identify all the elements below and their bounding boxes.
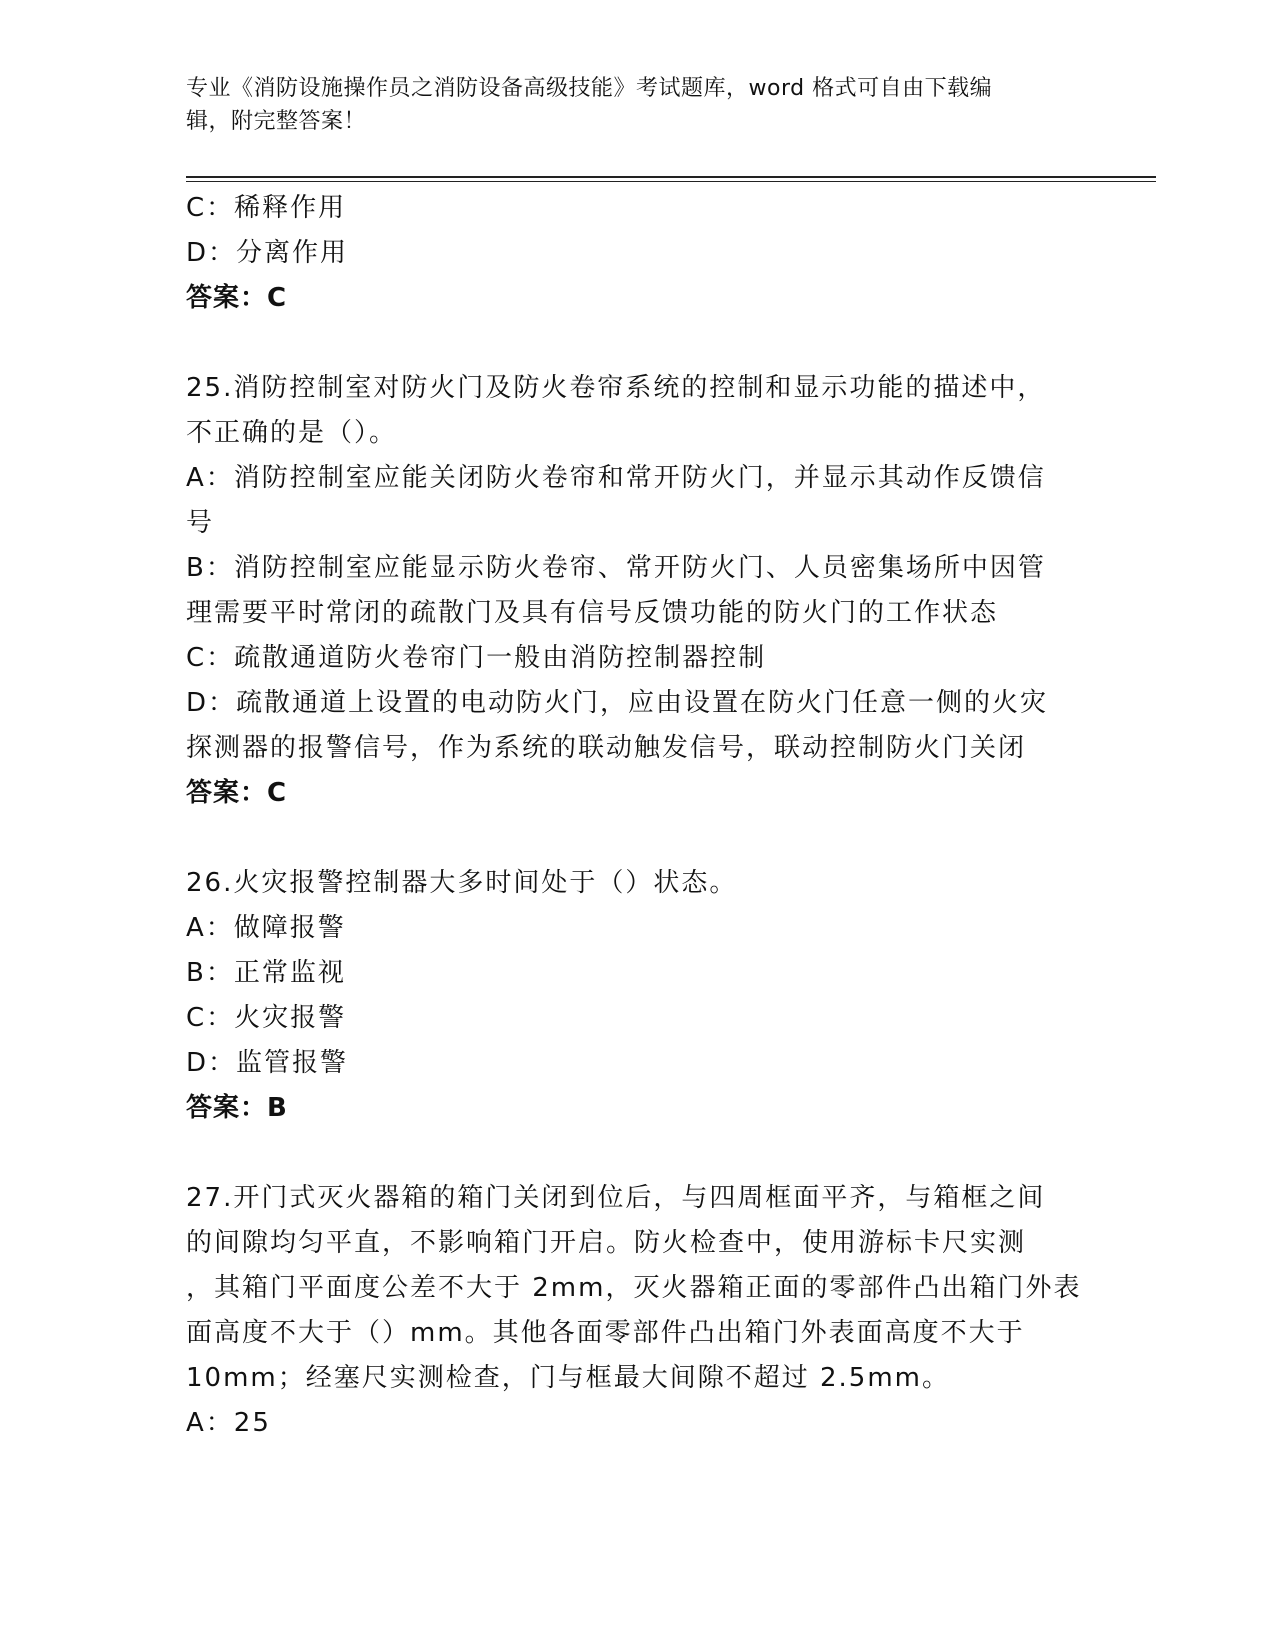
spacer — [186, 1131, 1086, 1176]
q25-option-b-line-2: 理需要平时常闭的疏散门及具有信号反馈功能的防火门的工作状态 — [186, 598, 999, 628]
q25-answer: 答案：C — [186, 778, 288, 808]
q27-stem-line-5: 10mm；经塞尺实测检查，门与框最大间隙不超过 2.5mm。 — [186, 1363, 951, 1393]
q26-option-a: A：做障报警 — [186, 913, 346, 943]
q24-option-d: D：分离作用 — [186, 238, 349, 268]
q25-option-d-line-1: D：疏散通道上设置的电动防火门，应由设置在防火门任意一侧的火灾 — [186, 688, 1049, 718]
q25-option-a-line-2: 号 — [186, 508, 215, 538]
q24-answer: 答案：C — [186, 283, 288, 313]
q26-answer: 答案：B — [186, 1093, 288, 1123]
page-header — [186, 72, 1066, 138]
q25-option-c: C：疏散通道防火卷帘门一般由消防控制器控制 — [186, 643, 767, 673]
q27-stem-line-3: ，其箱门平面度公差不大于 2mm，灭火器箱正面的零部件凸出箱门外表 — [186, 1273, 1082, 1303]
q24-option-c: C：稀释作用 — [186, 193, 347, 223]
header-divider-thick — [186, 176, 1156, 178]
q27-stem-line-2: 的间隙均匀平直，不影响箱门开启。防火检查中，使用游标卡尺实测 — [186, 1228, 1027, 1258]
q26-option-b: B：正常监视 — [186, 958, 346, 988]
q25-option-b-line-1: B：消防控制室应能显示防火卷帘、常开防火门、人员密集场所中因管 — [186, 553, 1046, 583]
q25-option-d-line-2: 探测器的报警信号，作为系统的联动触发信号，联动控制防火门关闭 — [186, 733, 1027, 763]
header-line-2: 辑，附完整答案！ — [186, 109, 367, 134]
question-content — [186, 186, 1086, 1446]
q27-stem-line-4: 面高度不大于（）mm。其他各面零部件凸出箱门外表面高度不大于 — [186, 1318, 1025, 1348]
q27-stem-line-1: 27.开门式灭火器箱的箱门关闭到位后，与四周框面平齐，与箱框之间 — [186, 1183, 1046, 1213]
spacer — [186, 816, 1086, 861]
q26-option-c: C：火灾报警 — [186, 1003, 347, 1033]
header-divider-thin — [186, 181, 1156, 182]
spacer — [186, 321, 1086, 366]
q25-stem-line-2: 不正确的是（）。 — [186, 418, 398, 448]
q25-option-a-line-1: A：消防控制室应能关闭防火卷帘和常开防火门，并显示其动作反馈信 — [186, 463, 1046, 493]
q26-stem: 26.火灾报警控制器大多时间处于（）状态。 — [186, 868, 738, 898]
q25-stem-line-1: 25.消防控制室对防火门及防火卷帘系统的控制和显示功能的描述中， — [186, 373, 1046, 403]
q27-option-a: A：25 — [186, 1408, 271, 1438]
header-line-1: 专业《消防设施操作员之消防设备高级技能》考试题库，word 格式可自由下载编 — [186, 76, 993, 101]
q26-option-d: D：监管报警 — [186, 1048, 349, 1078]
